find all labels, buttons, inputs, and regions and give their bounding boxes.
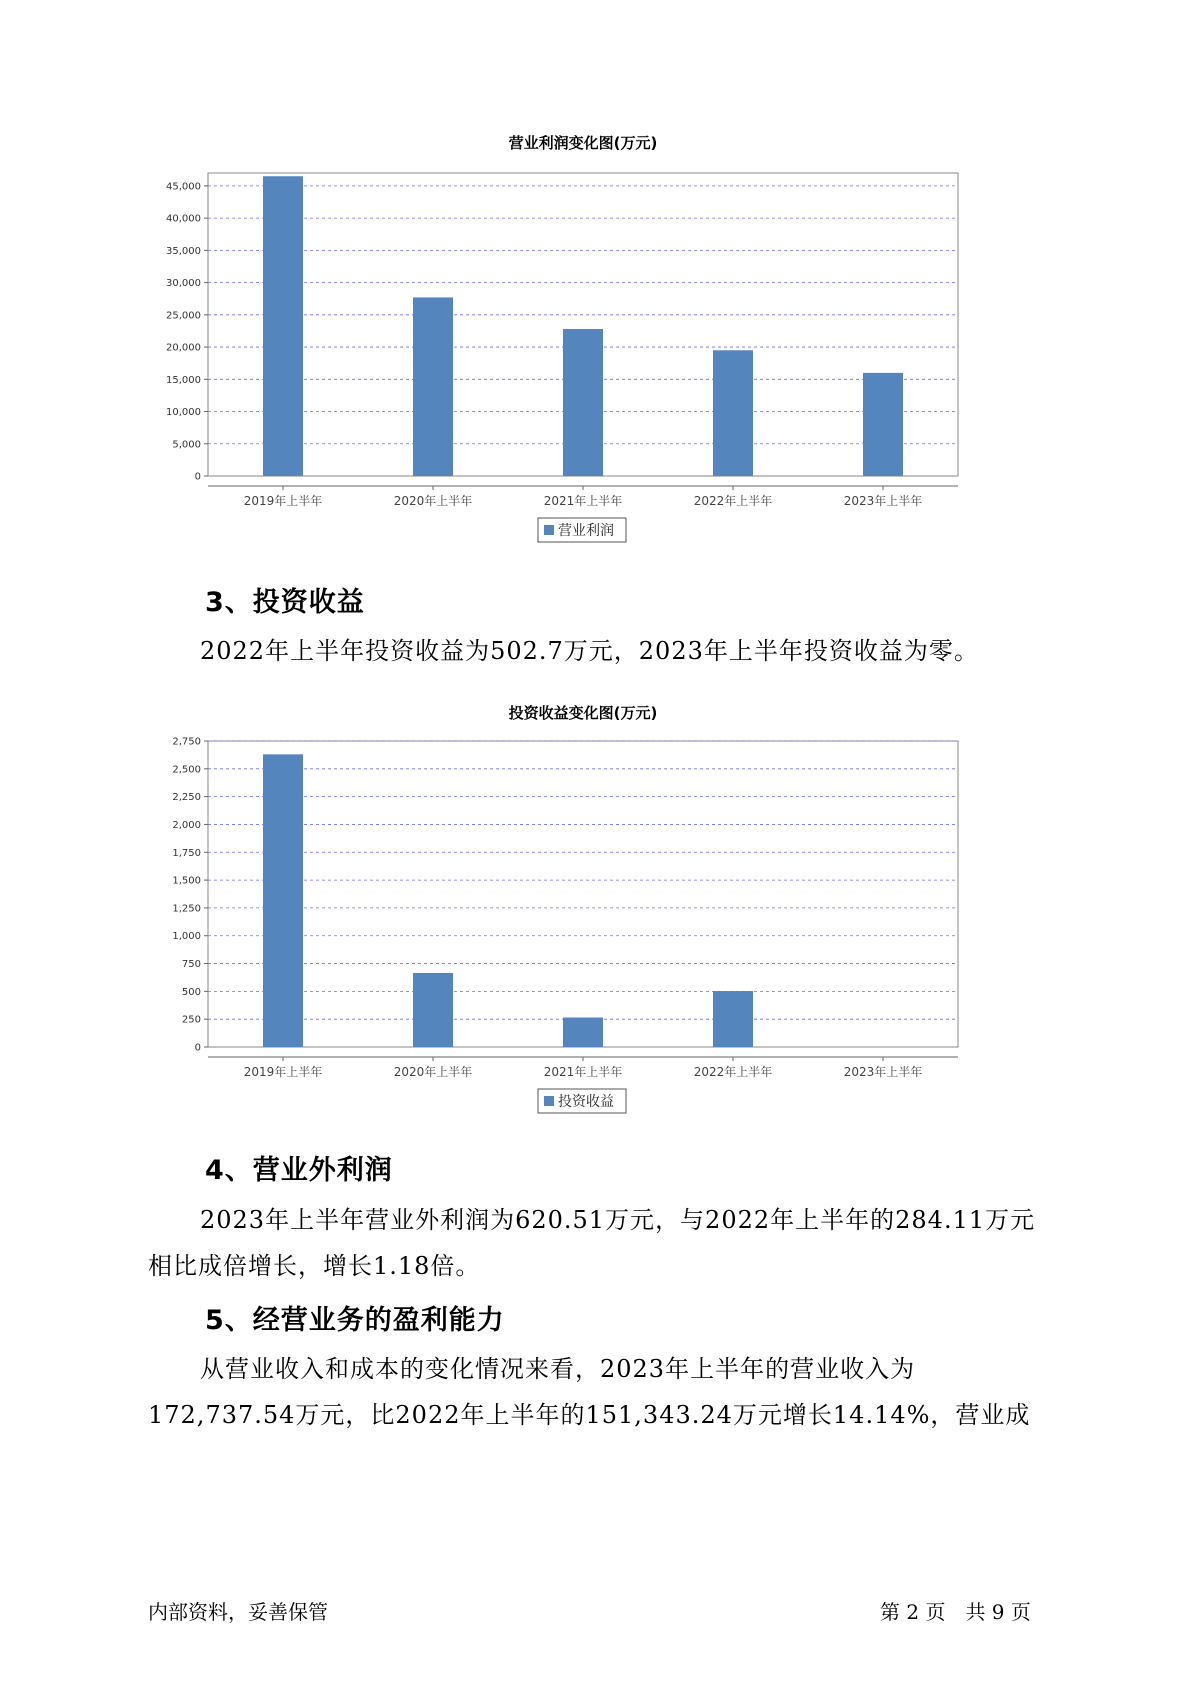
y-tick-label: 2,250 bbox=[172, 792, 201, 804]
section-5-text: 从营业收入和成本的变化情况来看，2023年上半年的营业收入为172,737.54万元，比2022年上半年的151,343.24万元增长14.14%，营业成 bbox=[148, 1355, 1031, 1429]
bar bbox=[563, 329, 603, 476]
x-tick-label: 2023年上半年 bbox=[843, 1065, 923, 1079]
bar bbox=[713, 991, 753, 1047]
y-tick-label: 15,000 bbox=[166, 374, 201, 386]
chart-title: 营业利润变化图(万元) bbox=[508, 134, 658, 152]
x-tick-label: 2023年上半年 bbox=[843, 494, 923, 508]
legend-swatch bbox=[544, 1096, 554, 1106]
y-tick-label: 2,750 bbox=[172, 736, 201, 748]
y-tick-label: 2,000 bbox=[172, 819, 201, 831]
x-tick-label: 2019年上半年 bbox=[243, 1065, 323, 1079]
legend-label: 投资收益 bbox=[558, 1094, 614, 1110]
y-tick-label: 30,000 bbox=[166, 278, 201, 290]
y-tick-label: 1,500 bbox=[172, 875, 201, 887]
bar bbox=[563, 1018, 603, 1047]
x-tick-label: 2019年上半年 bbox=[243, 494, 323, 508]
y-tick-label: 1,250 bbox=[172, 903, 201, 915]
section-4-text: 2023年上半年营业外利润为620.51万元，与2022年上半年的284.11万元相比成倍增长，增长1.18倍。 bbox=[148, 1206, 1036, 1280]
y-tick-label: 750 bbox=[181, 959, 201, 971]
bar bbox=[263, 176, 303, 476]
legend-label: 营业利润 bbox=[558, 523, 614, 539]
y-tick-label: 20,000 bbox=[166, 342, 201, 354]
section-3-text: 2022年上半年投资收益为502.7万元，2023年上半年投资收益为零。 bbox=[200, 637, 979, 665]
chart-title: 投资收益变化图(万元) bbox=[508, 704, 658, 722]
bar bbox=[863, 373, 903, 476]
y-tick-label: 25,000 bbox=[166, 310, 201, 322]
x-tick-label: 2022年上半年 bbox=[693, 494, 773, 508]
y-tick-label: 40,000 bbox=[166, 213, 201, 225]
bar bbox=[413, 297, 453, 476]
bar bbox=[413, 973, 453, 1047]
y-tick-label: 2,500 bbox=[172, 764, 201, 776]
y-tick-label: 0 bbox=[194, 1042, 201, 1054]
y-tick-label: 1,750 bbox=[172, 847, 201, 859]
y-tick-label: 1,000 bbox=[172, 931, 201, 943]
operating-profit-chart bbox=[140, 125, 1040, 550]
plot-area bbox=[208, 741, 958, 1047]
bar bbox=[263, 754, 303, 1047]
section-5-heading: 5、经营业务的盈利能力 bbox=[205, 1305, 505, 1336]
footer-left: 内部资料，妥善保管 bbox=[148, 1600, 328, 1624]
x-tick-label: 2021年上半年 bbox=[543, 1065, 623, 1079]
y-tick-label: 10,000 bbox=[166, 407, 201, 419]
x-tick-label: 2020年上半年 bbox=[393, 494, 473, 508]
y-tick-label: 250 bbox=[181, 1014, 201, 1026]
y-tick-label: 35,000 bbox=[166, 245, 201, 257]
y-tick-label: 0 bbox=[194, 471, 201, 483]
x-tick-label: 2021年上半年 bbox=[543, 494, 623, 508]
legend-swatch bbox=[544, 525, 554, 535]
section-3-heading: 3、投资收益 bbox=[205, 587, 365, 618]
y-tick-label: 45,000 bbox=[166, 181, 201, 193]
bar bbox=[713, 350, 753, 476]
footer-page-number: 第 2 页 共 9 页 bbox=[880, 1600, 1031, 1624]
section-4-heading: 4、营业外利润 bbox=[205, 1155, 393, 1186]
x-tick-label: 2020年上半年 bbox=[393, 1065, 473, 1079]
x-tick-label: 2022年上半年 bbox=[693, 1065, 773, 1079]
operating-profit-chart-svg bbox=[140, 125, 1040, 550]
y-tick-label: 500 bbox=[181, 986, 201, 998]
y-tick-label: 5,000 bbox=[172, 439, 201, 451]
investment-income-chart bbox=[140, 695, 1040, 1120]
investment-income-chart-svg bbox=[140, 695, 1040, 1120]
